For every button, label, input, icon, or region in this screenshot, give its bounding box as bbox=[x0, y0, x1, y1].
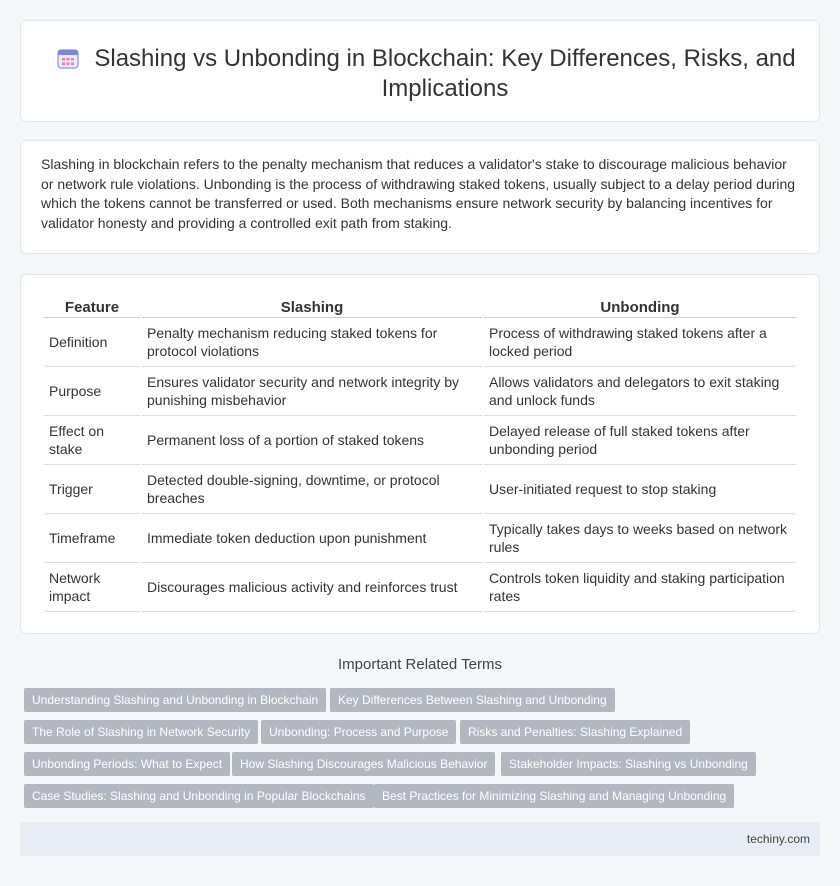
comparison-card bbox=[20, 274, 820, 634]
header-feature: Feature bbox=[44, 297, 140, 318]
related-term-tag[interactable]: Understanding Slashing and Unbonding in Blockchain bbox=[24, 688, 326, 712]
slashing-cell: Permanent loss of a portion of staked tokens bbox=[142, 416, 482, 465]
slashing-cell: Detected double-signing, downtime, or protocol breaches bbox=[142, 465, 482, 514]
intro-card bbox=[20, 140, 820, 254]
header-card bbox=[20, 20, 820, 122]
unbonding-cell: Allows validators and delegators to exit staking and unlock funds bbox=[484, 367, 796, 416]
related-term-tag[interactable]: Unbonding Periods: What to Expect bbox=[24, 752, 230, 776]
unbonding-cell: Controls token liquidity and staking participation rates bbox=[484, 563, 796, 612]
related-term-tag[interactable]: Stakeholder Impacts: Slashing vs Unbonding bbox=[501, 752, 756, 776]
header-unbonding: Unbonding bbox=[484, 297, 796, 318]
slashing-cell: Discourages malicious activity and reinforces trust bbox=[142, 563, 482, 612]
unbonding-cell: Process of withdrawing staked tokens after a locked period bbox=[484, 318, 796, 367]
feature-cell: Timeframe bbox=[44, 514, 140, 563]
slashing-cell: Immediate token deduction upon punishment bbox=[142, 514, 482, 563]
feature-cell: Definition bbox=[44, 318, 140, 367]
feature-cell: Network impact bbox=[44, 563, 140, 612]
table-row bbox=[44, 367, 796, 416]
unbonding-cell: Typically takes days to weeks based on network rules bbox=[484, 514, 796, 563]
footer bbox=[20, 822, 820, 856]
slashing-cell: Penalty mechanism reducing staked tokens for protocol violations bbox=[142, 318, 482, 367]
footer-site-link[interactable]: techiny.com bbox=[746, 832, 810, 846]
related-term-tag[interactable]: The Role of Slashing in Network Security bbox=[24, 720, 258, 744]
feature-cell: Effect on stake bbox=[44, 416, 140, 465]
unbonding-cell: User-initiated request to stop staking bbox=[484, 465, 796, 514]
comparison-table bbox=[42, 297, 798, 612]
header-slashing: Slashing bbox=[142, 297, 482, 318]
table-header-row bbox=[44, 297, 796, 318]
unbonding-cell: Delayed release of full staked tokens after unbonding period bbox=[484, 416, 796, 465]
related-term-tag[interactable]: Best Practices for Minimizing Slashing and Managing Unbonding bbox=[374, 784, 734, 808]
related-term-tag[interactable]: How Slashing Discourages Malicious Behavior bbox=[232, 752, 495, 776]
related-term-tag[interactable]: Case Studies: Slashing and Unbonding in Popular Blockchains bbox=[24, 784, 374, 808]
related-term-tag[interactable]: Risks and Penalties: Slashing Explained bbox=[460, 720, 690, 744]
intro-paragraph: Slashing in blockchain refers to the penalty mechanism that reduces a validator's stake to discourage malicious behavior or network rule violations. Unbonding is the process of withdrawing staked tokens, usually subject to a delay period during which the tokens cannot be transferred or used. Both mechanisms ensure network security by balancing incentives for validator honesty and providing a controlled exit path from staking. bbox=[41, 156, 796, 231]
feature-cell: Purpose bbox=[44, 367, 140, 416]
related-term-tag[interactable]: Key Differences Between Slashing and Unbonding bbox=[330, 688, 615, 712]
slashing-cell: Ensures validator security and network integrity by punishing misbehavior bbox=[142, 367, 482, 416]
table-row bbox=[44, 514, 796, 563]
table-row bbox=[44, 318, 796, 367]
table-row bbox=[44, 416, 796, 465]
page-title: Slashing vs Unbonding in Blockchain: Key Differences, Risks, and Implications bbox=[94, 45, 796, 102]
related-terms-heading: Important Related Terms bbox=[338, 656, 502, 673]
table-row bbox=[44, 563, 796, 612]
table-row bbox=[44, 465, 796, 514]
related-term-tag[interactable]: Unbonding: Process and Purpose bbox=[261, 720, 456, 744]
calendar-icon bbox=[57, 47, 79, 69]
feature-cell: Trigger bbox=[44, 465, 140, 514]
